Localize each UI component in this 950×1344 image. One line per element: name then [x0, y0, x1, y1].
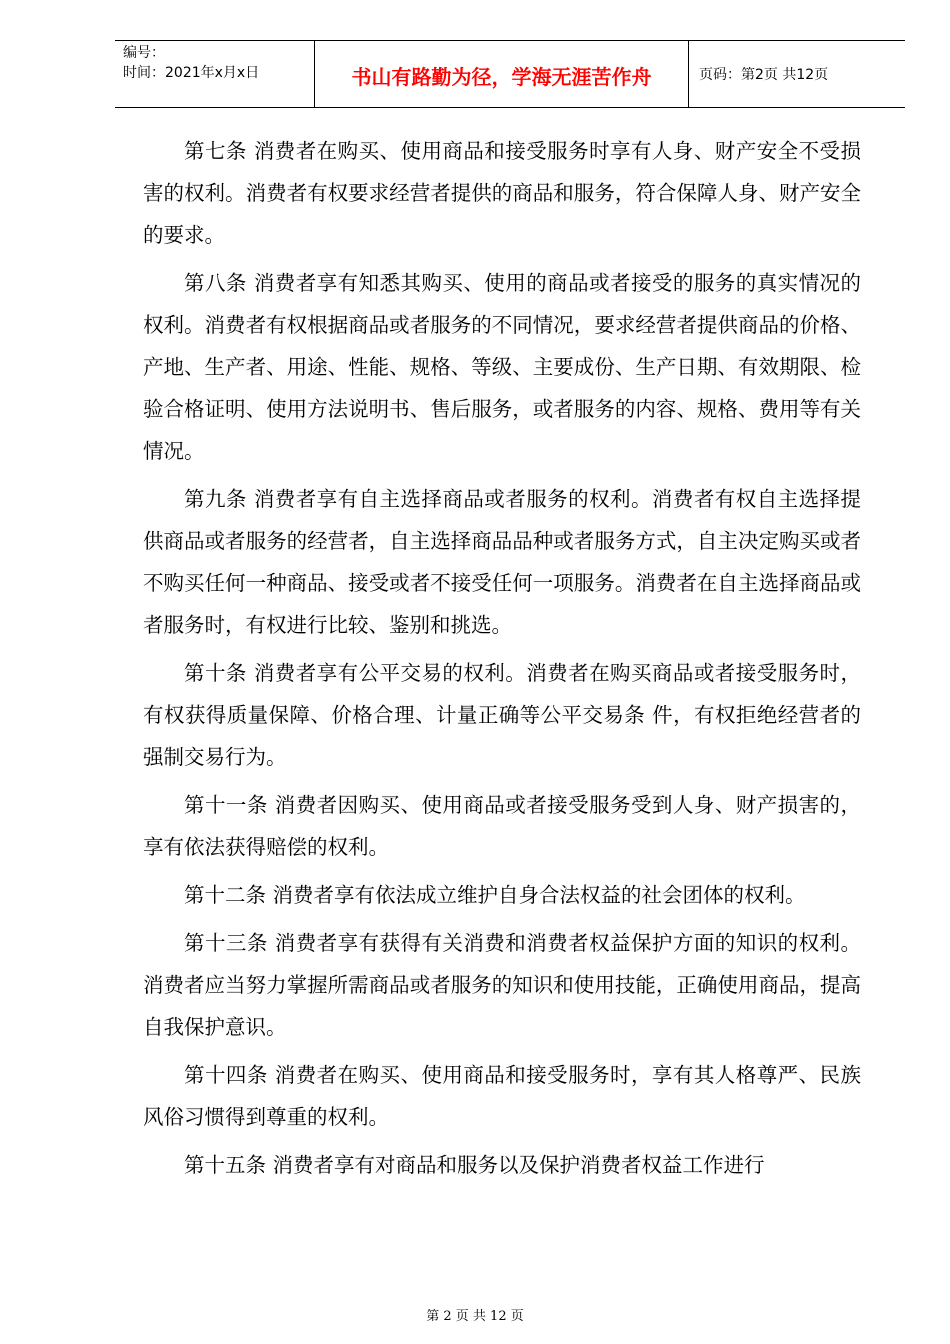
- document-body: [143, 130, 861, 1192]
- article-15: 第十五条 消费者享有对商品和服务以及保护消费者权益工作进行: [184, 1153, 765, 1177]
- document-number-label: 编号：: [123, 45, 165, 61]
- page-footer: 第 2 页 共 12 页: [426, 1309, 524, 1324]
- header-motto: 书山有路勤为径，学海无涯苦作舟: [315, 41, 689, 107]
- article-11: 第十一条 消费者因购买、使用商品或者接受服务受到人身、财产损害的，享有依法获得赔偿的权利。: [143, 793, 861, 859]
- header-meta: [115, 41, 315, 107]
- article-8: 第八条 消费者享有知悉其购买、使用的商品或者接受的服务的真实情况的权利。消费者有权根据商品或者服务的不同情况，要求经营者提供商品的价格、产地、生产者、用途、性能、规格、等级、主要成份、生产日期、有效期限、检验合格证明、使用方法说明书、售后服务，或者服务的内容、规格、费用等有关情况。: [143, 271, 861, 463]
- article-9: 第九条 消费者享有自主选择商品或者服务的权利。消费者有权自主选择提供商品或者服务的经营者，自主选择商品品种或者服务方式，自主决定购买或者不购买任何一种商品、接受或者不接受任何一项服务。消费者在自主选择商品或者服务时，有权进行比较、鉴别和挑选。: [143, 487, 861, 637]
- article-13: 第十三条 消费者享有获得有关消费和消费者权益保护方面的知识的权利。消费者应当努力掌握所需商品或者服务的知识和使用技能，正确使用商品，提高自我保护意识。: [143, 931, 861, 1039]
- page-header: [115, 40, 905, 108]
- header-page-number: 页码：第2页 共12页: [699, 67, 829, 83]
- article-10: 第十条 消费者享有公平交易的权利。消费者在购买商品或者接受服务时，有权获得质量保障、价格合理、计量正确等公平交易条 件，有权拒绝经营者的强制交易行为。: [143, 661, 861, 769]
- article-7: 第七条 消费者在购买、使用商品和接受服务时享有人身、财产安全不受损害的权利。消费者有权要求经营者提供的商品和服务，符合保障人身、财产安全的要求。: [143, 139, 861, 247]
- article-14: 第十四条 消费者在购买、使用商品和接受服务时，享有其人格尊严、民族风俗习惯得到尊重的权利。: [143, 1063, 861, 1129]
- document-date-label: 时间：2021年x月x日: [123, 65, 260, 81]
- article-12: 第十二条 消费者享有依法成立维护自身合法权益的社会团体的权利。: [184, 883, 806, 907]
